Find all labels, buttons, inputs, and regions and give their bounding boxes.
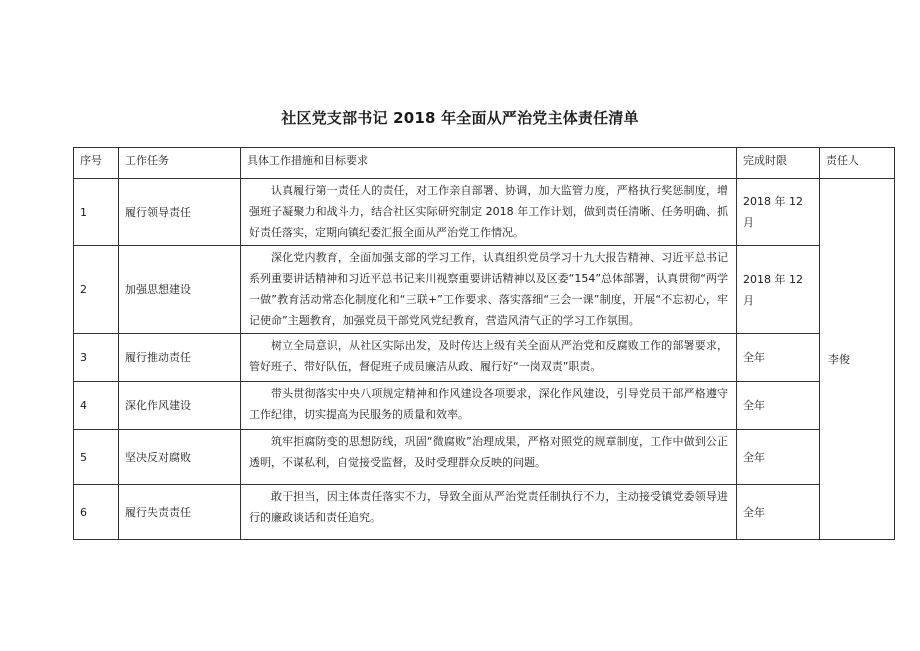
row-task: 履行领导责任 [119,179,241,246]
row-measures: 敢于担当，因主体责任落实不力，导致全面从严治党责任制执行不力，主动接受镇党委领导进行的廉政谈话和责任追究。 [249,490,728,524]
row-index: 4 [74,382,119,430]
row-deadline: 2018 年 12 月 [737,179,820,246]
row-deadline: 全年 [737,485,820,540]
row-measures: 树立全局意识，从社区实际出发，及时传达上级有关全面从严治党和反腐败工作的部署要求，管好班子、带好队伍，督促班子成员廉洁从政、履行好“一岗双责”职责。 [249,339,728,373]
table-row [74,334,895,382]
row-index: 1 [74,179,119,246]
table-row [74,382,895,430]
responsibility-table [73,147,895,540]
table-row [74,179,895,246]
header-index: 序号 [74,148,119,179]
row-deadline: 2018 年 12 月 [737,246,820,334]
header-person: 责任人 [820,148,895,179]
row-deadline: 全年 [737,430,820,485]
table-row [74,246,895,334]
table-header-row [74,148,895,179]
table-row [74,430,895,485]
row-measures: 深化党内教育，全面加强支部的学习工作，认真组织党员学习十九大报告精神、习近平总书记系列重要讲话精神和习近平总书记来川视察重要讲话精神以及区委“154”总体部署，认真贯彻“两学一做”教育活动常态化制度化和“三联+”工作要求、落实落细“三会一课”制度，开展“不忘初心，牢记使命”主题教育，加强党员干部党风党纪教育，营造风清气正的学习工作氛围。 [249,251,728,327]
row-deadline: 全年 [737,334,820,382]
row-index: 3 [74,334,119,382]
row-task: 坚决反对腐败 [119,430,241,485]
row-index: 6 [74,485,119,540]
table-row [74,485,895,540]
row-task: 履行失责责任 [119,485,241,540]
row-measures: 认真履行第一责任人的责任，对工作亲自部署、协调，加大监管力度，严格执行奖惩制度，增强班子凝聚力和战斗力，结合社区实际研究制定 2018 年工作计划，做到责任清晰、任务明确、抓好责任落实，定期向镇纪委汇报全面从严治党工作情况。 [249,184,728,239]
row-deadline: 全年 [737,382,820,430]
row-task: 加强思想建设 [119,246,241,334]
header-measures: 具体工作措施和目标要求 [241,148,737,179]
row-index: 2 [74,246,119,334]
row-index: 5 [74,430,119,485]
document-title: 社区党支部书记 2018 年全面从严治党主体责任清单 [281,109,639,127]
row-task: 履行推动责任 [119,334,241,382]
row-task: 深化作风建设 [119,382,241,430]
header-task: 工作任务 [119,148,241,179]
responsible-person: 李俊 [820,179,895,540]
row-measures: 带头贯彻落实中央八项规定精神和作风建设各项要求，深化作风建设，引导党员干部严格遵守工作纪律，切实提高为民服务的质量和效率。 [249,387,728,421]
row-measures: 筑牢拒腐防变的思想防线，巩固“微腐败”治理成果，严格对照党的规章制度，工作中做到公正透明，不谋私利，自觉接受监督，及时受理群众反映的问题。 [249,435,728,469]
header-deadline: 完成时限 [737,148,820,179]
